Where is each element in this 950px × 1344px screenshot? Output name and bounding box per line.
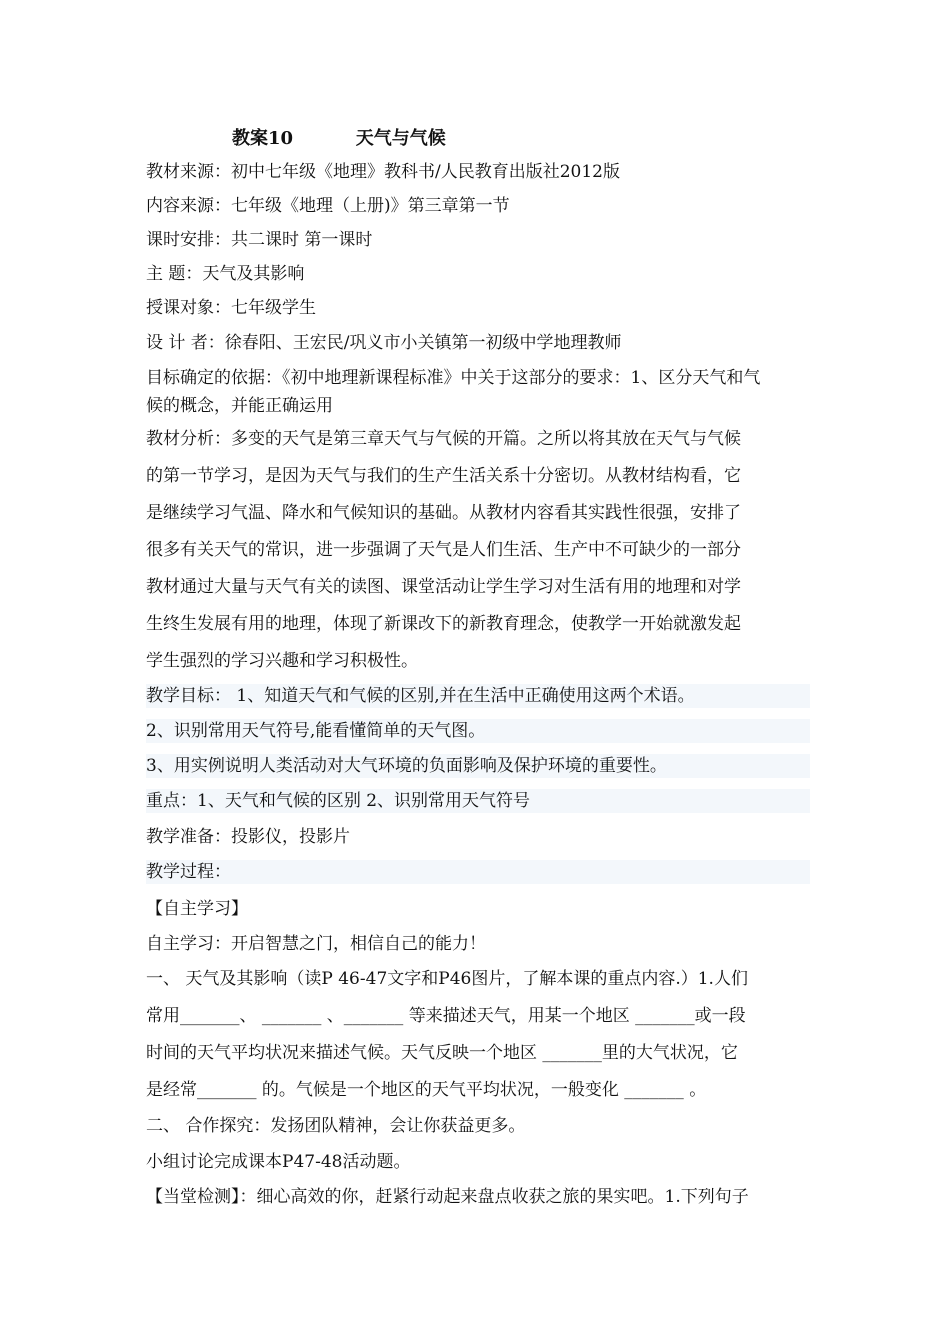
text-line: 教学目标： 1、知道天气和气候的区别,并在生活中正确使用这两个术语。	[146, 684, 810, 708]
text-line: 教学过程：	[146, 860, 810, 884]
text-line: 一、 天气及其影响（读P 46-47文字和P46图片，了解本课的重点内容.）1.人们	[146, 969, 748, 989]
text-line: 自主学习：开启智慧之门，相信自己的能力！	[146, 934, 486, 954]
text-line: 是继续学习气温、降水和气候知识的基础。从教材内容看其实践性很强，安排了	[146, 503, 741, 523]
text-line: 2、识别常用天气符号,能看懂简单的天气图。	[146, 719, 810, 743]
text-line: 常用_______、 _______ 、_______ 等来描述天气，用某一个地区 _______或一段	[146, 1006, 746, 1026]
text-line: 课时安排：共二课时 第一课时	[146, 230, 373, 250]
text-line: 3、用实例说明人类活动对大气环境的负面影响及保护环境的重要性。	[146, 754, 810, 778]
lesson-title: 教案10 天气与气候	[232, 128, 446, 149]
text-line: 学生强烈的学习兴趣和学习积极性。	[146, 651, 418, 671]
text-line: 生终生发展有用的地理，体现了新课改下的新教育理念，使教学一开始就激发起	[146, 614, 741, 634]
text-line: 时间的天气平均状况来描述气候。天气反映一个地区 _______里的大气状况，它	[146, 1043, 738, 1063]
text-line: 设 计 者：徐春阳、王宏民/巩义市小关镇第一初级中学地理教师	[146, 333, 622, 353]
text-line: 重点：1、天气和气候的区别 2、识别常用天气符号	[146, 789, 810, 813]
text-line: 候的概念，并能正确运用	[146, 396, 333, 416]
text-line: 主 题：天气及其影响	[146, 264, 305, 284]
text-line: 很多有关天气的常识，进一步强调了天气是人们生活、生产中不可缺少的一部分	[146, 540, 741, 560]
text-line: 教材来源：初中七年级《地理》教科书/人民教育出版社2012版	[146, 162, 620, 182]
text-line: 目标确定的依据：《初中地理新课程标准》中关于这部分的要求：1、区分天气和气	[146, 368, 761, 388]
text-line: 授课对象：七年级学生	[146, 298, 316, 318]
text-line: 二、 合作探究：发扬团队精神，会让你获益更多。	[146, 1116, 526, 1136]
text-line: 教材通过大量与天气有关的读图、课堂活动让学生学习对生活有用的地理和对学	[146, 577, 741, 597]
text-line: 教材分析：多变的天气是第三章天气与气候的开篇。之所以将其放在天气与气候	[146, 429, 741, 449]
text-line: 【自主学习】	[146, 899, 248, 919]
text-line: 【当堂检测】：细心高效的你，赶紧行动起来盘点收获之旅的果实吧。1.下列句子	[146, 1187, 749, 1207]
text-line: 是经常_______ 的。气候是一个地区的天气平均状况，一般变化 _______ 。	[146, 1080, 707, 1100]
text-line: 小组讨论完成课本P47-48活动题。	[146, 1152, 411, 1172]
text-line: 教学准备：投影仪，投影片	[146, 827, 350, 847]
text-line: 内容来源：七年级《地理（上册)》第三章第一节	[146, 196, 510, 216]
text-line: 的第一节学习，是因为天气与我们的生产生活关系十分密切。从教材结构看，它	[146, 466, 741, 486]
